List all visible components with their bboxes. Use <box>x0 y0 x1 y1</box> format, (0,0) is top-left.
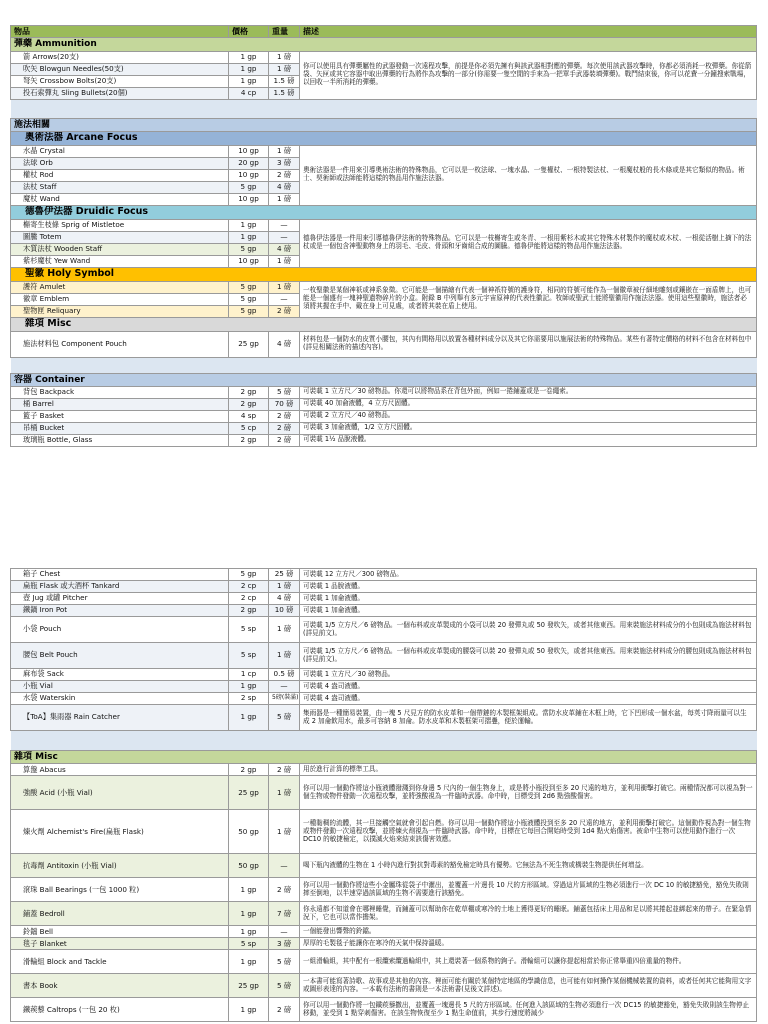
table-row <box>11 998 757 1022</box>
item-name: 強酸 Acid (小瓶 Vial) <box>11 776 229 810</box>
item-weight: 5 磅 <box>269 974 300 998</box>
item-name: 背包 Backpack <box>11 386 229 398</box>
item-price: 5 gp <box>229 181 269 193</box>
table-row <box>11 643 757 669</box>
item-price: 10 gp <box>229 169 269 181</box>
item-desc: 你可以用一個動作將這小瓶液體潑濺到你身邊 5 尺內的一個生物身上，或是將小瓶投到至多 20 尺遠的地方，並利用衝擊打破它。兩種情況都可以視為對一個生物或物件發動一次遠程攻擊，並將強酸視為一件臨時武器。命中時，目標受到 2d6 點強酸傷害。 <box>300 776 757 810</box>
item-desc: 你可以用一個動作將一包鐵蒺藜撒出，並覆蓋一塊邊長 5 尺的方形區域。任何進入該區域的生物必須進行一次 DC15 的敏捷豁免，豁免失敗則該生物停止移動，並受到 1 點穿刺傷害。在該生物恢復至少 1 點生命值前，其步行速度將減少 <box>300 998 757 1022</box>
item-weight: — <box>269 293 300 305</box>
subsection-misc-focus <box>11 317 757 331</box>
table-row <box>11 974 757 998</box>
table-row <box>11 902 757 926</box>
item-weight: 1 磅 <box>269 193 300 205</box>
item-weight: 0.5 磅 <box>269 669 300 681</box>
item-desc: 可裝載 4 盎司液體。 <box>300 681 757 693</box>
item-price: 2 gp <box>229 605 269 617</box>
header-desc: 描述 <box>300 26 757 38</box>
item-name: 毯子 Blanket <box>11 938 229 950</box>
item-weight: 1 磅 <box>269 255 300 267</box>
item-desc: 可裝載 1 立方尺／30 磅物品。 <box>300 669 757 681</box>
item-name: 聖物匣 Reliquary <box>11 305 229 317</box>
item-weight: — <box>269 219 300 231</box>
item-weight: 1 磅 <box>269 51 300 63</box>
item-name: 煉火劑 Alchemist's Fire(扁瓶 Flask) <box>11 810 229 854</box>
item-price: 5 sp <box>229 643 269 669</box>
item-name: 麻布袋 Sack <box>11 669 229 681</box>
item-weight: 3 磅 <box>269 938 300 950</box>
item-price: 2 gp <box>229 398 269 410</box>
item-desc: 可裝載 1/5 立方尺／6 磅物品。一個布料或皮革製成的腰袋可以裝 20 發彈丸或 50 發吹矢，或者其他東西。用來裝施法材料成分的腰包則成為施法材料包(詳見前文)。 <box>300 643 757 669</box>
table-row <box>11 693 757 705</box>
item-weight: 4 磅 <box>269 331 300 357</box>
item-name: 滑輪組 Block and Tackle <box>11 950 229 974</box>
item-name: 槲寄生枝條 Sprig of Mistletoe <box>11 219 229 231</box>
item-name: 書本 Book <box>11 974 229 998</box>
item-name: 鐵蒺藜 Caltrops (一包 20 枚) <box>11 998 229 1022</box>
item-weight: 2 磅 <box>269 305 300 317</box>
item-weight: 70 磅 <box>269 398 300 410</box>
table-row <box>11 878 757 902</box>
item-desc: 可裝載 12 立方尺／300 磅物品。 <box>300 569 757 581</box>
item-price: 5 gp <box>229 293 269 305</box>
spacer <box>11 357 757 373</box>
section-title: 雜項 Misc <box>11 751 757 764</box>
item-weight: 1 磅 <box>269 643 300 669</box>
item-weight: 1 磅 <box>269 776 300 810</box>
item-weight: 5 磅 <box>269 705 300 731</box>
item-desc: 可裝載 1 加侖液體。 <box>300 593 757 605</box>
subsection-arcane-focus <box>11 131 757 145</box>
spacer <box>11 99 757 118</box>
item-price: 10 gp <box>229 255 269 267</box>
item-weight: 4 磅 <box>269 181 300 193</box>
item-price: 2 sp <box>229 693 269 705</box>
item-price: 4 cp <box>229 87 269 99</box>
item-price: 1 gp <box>229 998 269 1022</box>
item-price: 1 gp <box>229 231 269 243</box>
item-weight: 1 磅 <box>269 810 300 854</box>
subsection-title: 雜項 Misc <box>11 317 757 331</box>
item-name: 籃子 Basket <box>11 410 229 422</box>
table-row <box>11 386 757 398</box>
item-name: 扁瓶 Flask 或大酒杯 Tankard <box>11 581 229 593</box>
item-weight: 25 磅 <box>269 569 300 581</box>
item-desc: 集雨器是一種簡易裝置，由一塊 5 尺見方的防水皮革和一個帶鏈的木製框架組成。當防水皮革鋪在木框上時，它下凹形成一個水盆，每英寸降雨量可以生成 2 加侖飲用水，最多可容納 8 加侖。防水皮革和木製框架可摺疊，便於運輸。 <box>300 705 757 731</box>
table-row <box>11 569 757 581</box>
item-price: 20 gp <box>229 157 269 169</box>
section-title: 施法相關 <box>11 118 757 131</box>
item-price: 50 gp <box>229 854 269 878</box>
item-desc: 可裝載 1½ 品脫液體。 <box>300 434 757 446</box>
item-name: 箱子 Chest <box>11 569 229 581</box>
item-name: 腰包 Belt Pouch <box>11 643 229 669</box>
item-desc: 德魯伊法器是一件用來引導德魯伊法術的特殊物品。它可以是一枝槲寄生或冬青、一根用紫杉木或其它特殊木材製作的魔杖或木杖、一根從活樹上摘下的法杖或是一個包含神聖動物身上的羽毛、毛皮、骨頭和牙齒組合成的圖騰。德魯伊能將這樣的物品用作施法法器。 <box>300 219 757 267</box>
item-price: 1 gp <box>229 902 269 926</box>
subsection-title: 奧術法器 Arcane Focus <box>11 131 757 145</box>
item-price: 2 gp <box>229 386 269 398</box>
item-desc: 一枚聖徽是某個神祇或神系象徵。它可能是一個描繪有代表一個神祇符號的護身符，相同的符號可能作為一個徽章被仔細地雕刻或鑲嵌在一面盾牌上，也可能是一個盛有一塊神聖遺物碎片的小盒。附錄 B 中列舉有多元宇宙原神的代表性徽記。牧師或聖武士能將聖徽用作施法法器。使用這些聖徽時，施法者必須將其握在手中、戴在身上可見處，或者將其裝在盾上使用。 <box>300 281 757 317</box>
item-name: 壺 Jug 或罐 Pitcher <box>11 593 229 605</box>
item-desc: 你可以用一個動作將這些小金屬珠從袋子中灑出，並覆蓋一片邊長 10 尺的方形區域。穿過這片區域的生物必須進行一次 DC 10 的敏捷豁免，豁免失敗則摔至倒地，以半速穿過該區域的生物不需要進行該豁免。 <box>300 878 757 902</box>
item-weight: 2 磅 <box>269 878 300 902</box>
item-price: 1 gp <box>229 63 269 75</box>
table-header-row <box>11 26 757 38</box>
item-desc: 可裝載 1 立方尺／30 磅物品。你還可以將物品系在背包外面，例如一捲鋪蓋或是一卷繩索。 <box>300 386 757 398</box>
item-price: 10 gp <box>229 145 269 157</box>
item-desc: 喝下瓶內液體的生物在 1 小時內進行對抗對毒素的豁免檢定時具有優勢。它無法為不死生物或構裝生物提供任何增益。 <box>300 854 757 878</box>
item-name: 算盤 Abacus <box>11 764 229 776</box>
item-name: 弩矢 Crossbow Bolts(20支) <box>11 75 229 87</box>
item-price: 5 gp <box>229 305 269 317</box>
table-row <box>11 410 757 422</box>
item-price: 2 cp <box>229 593 269 605</box>
item-desc: 你永遠都不知道會在哪裡睡覺，而鋪蓋可以幫助你在乾草棚或寒冷的土地上獲得更好的睡眠。鋪蓋包括床上用品和足以將其捲起並綁起來的帶子。在緊急情況下，它也可以當作擔架。 <box>300 902 757 926</box>
item-name: 箭 Arrows(20支) <box>11 51 229 63</box>
item-price: 2 cp <box>229 581 269 593</box>
section-title: 彈藥 Ammunition <box>11 38 757 51</box>
item-name: 施法材料包 Component Pouch <box>11 331 229 357</box>
item-weight: 1.5 磅 <box>269 87 300 99</box>
table-row <box>11 51 757 63</box>
item-name: 鈴鐺 Bell <box>11 926 229 938</box>
table-row <box>11 219 757 231</box>
item-weight: 1.5 磅 <box>269 75 300 87</box>
header-item: 物品 <box>11 26 229 38</box>
item-name: 小袋 Pouch <box>11 617 229 643</box>
item-price: 5 gp <box>229 243 269 255</box>
item-desc: 一種黏稠的流體，其一旦接觸空氣就會引起自燃。你可以用一個動作將這小瓶液體投到至多 20 尺遠的地方，並利用衝擊打破它。這個動作視為對一個生物或物件發動一次遠程攻擊，並將煉火劑視為一件臨時武器。命中時，目標在它每回合開始時受到 1d4 點火焰傷害。被命中生物可以使用動作進行一次 DC10 的敏捷檢定，以撲滅火焰來結束該傷害效應。 <box>300 810 757 854</box>
item-name: 法球 Orb <box>11 157 229 169</box>
item-desc: 可裝載 40 加侖液體，4 立方尺固體。 <box>300 398 757 410</box>
item-weight: — <box>269 681 300 693</box>
item-price: 25 gp <box>229 974 269 998</box>
table-row <box>11 145 757 157</box>
item-price: 2 gp <box>229 764 269 776</box>
table-row <box>11 810 757 854</box>
item-weight: 7 磅 <box>269 902 300 926</box>
item-name: 鐵鍋 Iron Pot <box>11 605 229 617</box>
item-price: 2 gp <box>229 434 269 446</box>
item-price: 5 sp <box>229 938 269 950</box>
section-spellcasting <box>11 118 757 131</box>
item-weight: — <box>269 854 300 878</box>
item-name: 木質法杖 Wooden Staff <box>11 243 229 255</box>
table-row <box>11 581 757 593</box>
table-row <box>11 422 757 434</box>
item-weight: 10 磅 <box>269 605 300 617</box>
item-desc: 可裝載 3 加侖液體，1/2 立方尺固體。 <box>300 422 757 434</box>
item-name: 玻璃瓶 Bottle, Glass <box>11 434 229 446</box>
subsection-holy-symbol <box>11 267 757 281</box>
table-row <box>11 854 757 878</box>
table-row <box>11 705 757 731</box>
item-desc: 你可以使用具有彈藥屬性的武器發動一次遠程攻擊，前提是你必須先擁有與該武器相對應的彈藥。每次使用該武器攻擊時，你都必須消耗一枚彈藥。你從箭袋、矢匣或其它容器中取出彈藥的行為將作為攻擊的一部分(你需要一隻空閒的手來為一把單手武器裝填彈藥)。戰鬥結束後，你可以花費一分鐘搜索戰場，以回收一半所消耗的彈藥。 <box>300 51 757 99</box>
item-price: 1 gp <box>229 75 269 87</box>
item-price: 1 gp <box>229 705 269 731</box>
section-container <box>11 373 757 386</box>
section-title: 容器 Container <box>11 373 757 386</box>
item-weight: 5磅(裝滿) <box>269 693 300 705</box>
item-price: 10 gp <box>229 193 269 205</box>
subsection-druidic-focus <box>11 205 757 219</box>
item-name: 投石索彈丸 Sling Bullets(20個) <box>11 87 229 99</box>
item-desc: 奧術法器是一件用來引導奧術法術的特殊物品，它可以是一枚法球、一塊水晶、一隻權杖、一根特製法杖、一根魔杖般的長木條或是其它類似的物品。術士、契術師或法師能將這樣的物品用作施法法器。 <box>300 145 757 205</box>
item-name: 小瓶 Vial <box>11 681 229 693</box>
item-weight: 4 磅 <box>269 593 300 605</box>
item-weight: 2 磅 <box>269 764 300 776</box>
item-weight: — <box>269 926 300 938</box>
item-desc: 一個能發出響聲的鈴鐺。 <box>300 926 757 938</box>
item-price: 4 sp <box>229 410 269 422</box>
equipment-table-page-top <box>10 25 757 447</box>
item-weight: 2 磅 <box>269 422 300 434</box>
item-weight: — <box>269 231 300 243</box>
item-desc: 一組滑輪組，其中配有一根纜索纜過輪組中，其上還裝著一個系物的鉤子。滑輪組可以讓你提起相當於你正常舉重四倍重量的物件。 <box>300 950 757 974</box>
item-name: 桶 Barrel <box>11 398 229 410</box>
item-weight: 4 磅 <box>269 243 300 255</box>
item-desc: 一本書可能寫著詩歌、故事或是其他的內容。裡面可能有關於某個特定地區的學識信息，也可能有如何操作某個機械裝置的資料，或者任何其它能夠用文字或圖形表達的內容。一本載有法術的書則是一本法術書(見後文詳述)。 <box>300 974 757 998</box>
table-row <box>11 926 757 938</box>
item-name: 吊桶 Bucket <box>11 422 229 434</box>
table-row <box>11 593 757 605</box>
item-price: 5 gp <box>229 281 269 293</box>
item-name: 徽章 Emblem <box>11 293 229 305</box>
item-desc: 可裝載 1/5 立方尺／6 磅物品。一個布料或皮革製成的小袋可以裝 20 發彈丸或 50 發吹矢，或者其他東西。用來裝施法材料成分的小包則成為施法材料包(詳見前文)。 <box>300 617 757 643</box>
item-price: 25 gp <box>229 331 269 357</box>
table-row <box>11 950 757 974</box>
item-weight: 1 磅 <box>269 281 300 293</box>
item-name: 魔杖 Wand <box>11 193 229 205</box>
item-name: 吹矢 Blowgun Needles(50支) <box>11 63 229 75</box>
item-name: 法杖 Staff <box>11 181 229 193</box>
item-price: 1 gp <box>229 878 269 902</box>
item-weight: 2 磅 <box>269 998 300 1022</box>
table-row <box>11 669 757 681</box>
item-desc: 可裝載 2 立方尺／40 磅物品。 <box>300 410 757 422</box>
item-price: 1 gp <box>229 51 269 63</box>
table-row <box>11 681 757 693</box>
section-ammunition <box>11 38 757 51</box>
table-row <box>11 331 757 357</box>
item-desc: 可裝載 1 加侖液體。 <box>300 605 757 617</box>
item-name: 權杖 Rod <box>11 169 229 181</box>
table-row <box>11 281 757 293</box>
item-price: 1 gp <box>229 950 269 974</box>
subsection-title: 德魯伊法器 Druidic Focus <box>11 205 757 219</box>
item-desc: 厚厚的毛製毯子能讓你在寒冷的天氣中保持溫暖。 <box>300 938 757 950</box>
item-name: 水袋 Waterskin <box>11 693 229 705</box>
section-misc <box>11 751 757 764</box>
item-name: 抗毒劑 Antitoxin (小瓶 Vial) <box>11 854 229 878</box>
header-weight: 重量 <box>269 26 300 38</box>
header-price: 價格 <box>229 26 269 38</box>
table-row <box>11 398 757 410</box>
item-weight: 3 磅 <box>269 157 300 169</box>
item-price: 1 gp <box>229 219 269 231</box>
item-weight: 2 磅 <box>269 410 300 422</box>
item-weight: 1 磅 <box>269 617 300 643</box>
table-row <box>11 776 757 810</box>
item-weight: 1 磅 <box>269 63 300 75</box>
item-weight: 1 磅 <box>269 581 300 593</box>
equipment-table-page-bottom <box>10 568 757 1022</box>
item-weight: 2 磅 <box>269 434 300 446</box>
item-name: 【ToA】集雨器 Rain Catcher <box>11 705 229 731</box>
item-name: 圖騰 Totem <box>11 231 229 243</box>
item-desc: 材料包是一個防水的皮質小腰包，其內有間格用以放置各種材料成分以及其它你需要用以施展法術的特殊物品。某些有著特定價格的材料不包含在材料包中(詳見相關法術的描述內容)。 <box>300 331 757 357</box>
table-row <box>11 434 757 446</box>
item-price: 1 cp <box>229 669 269 681</box>
item-price: 25 gp <box>229 776 269 810</box>
spacer <box>11 731 757 751</box>
table-row <box>11 605 757 617</box>
table-row <box>11 617 757 643</box>
subsection-title: 聖徽 Holy Symbol <box>11 267 757 281</box>
item-desc: 可裝載 1 品脫液體。 <box>300 581 757 593</box>
item-price: 1 gp <box>229 926 269 938</box>
item-name: 水晶 Crystal <box>11 145 229 157</box>
table-row <box>11 938 757 950</box>
item-weight: 2 磅 <box>269 169 300 181</box>
item-name: 護符 Amulet <box>11 281 229 293</box>
item-price: 50 gp <box>229 810 269 854</box>
item-price: 1 gp <box>229 681 269 693</box>
item-weight: 5 磅 <box>269 950 300 974</box>
item-name: 鋪蓋 Bedroll <box>11 902 229 926</box>
item-price: 5 gp <box>229 569 269 581</box>
item-weight: 1 磅 <box>269 145 300 157</box>
item-weight: 5 磅 <box>269 386 300 398</box>
table-row <box>11 764 757 776</box>
item-desc: 可裝載 4 盎司液體。 <box>300 693 757 705</box>
item-desc: 用於進行計算的標準工具。 <box>300 764 757 776</box>
item-name: 紫杉魔杖 Yew Wand <box>11 255 229 267</box>
item-price: 5 sp <box>229 617 269 643</box>
item-price: 5 cp <box>229 422 269 434</box>
item-name: 滾珠 Ball Bearings (一包 1000 粒) <box>11 878 229 902</box>
